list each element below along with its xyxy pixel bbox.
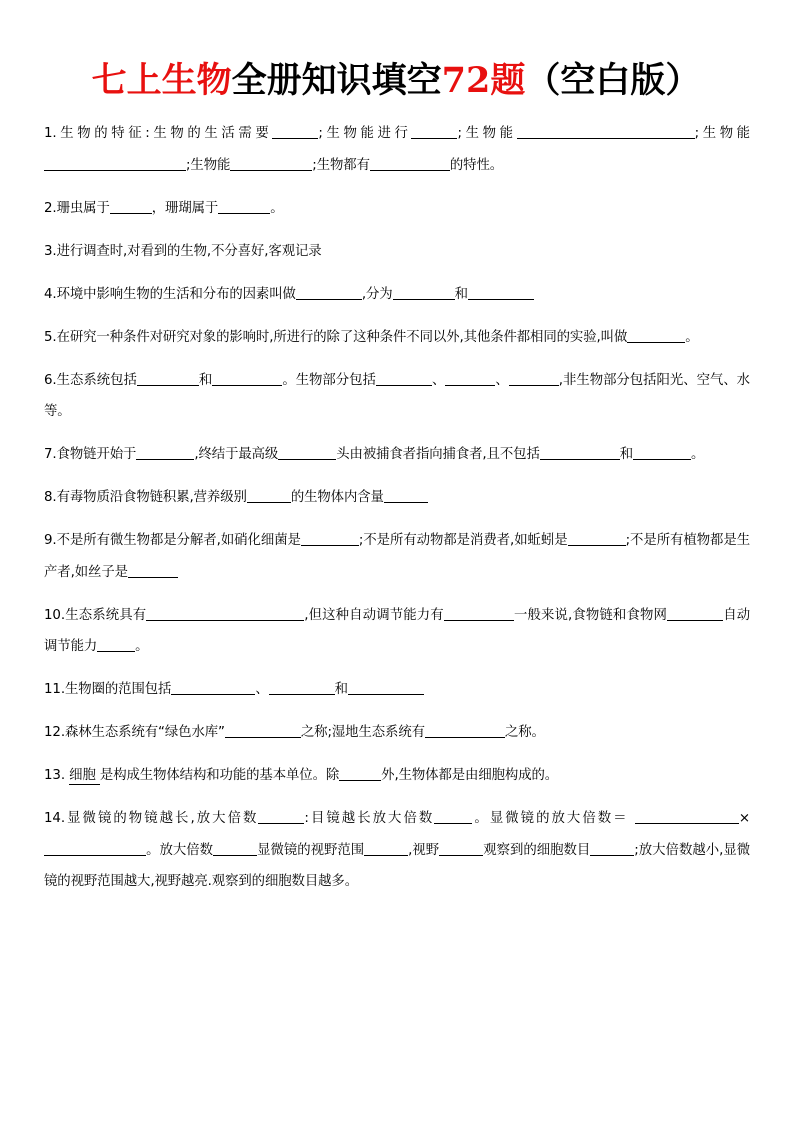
answer-blank[interactable] [393,284,455,300]
answer-blank[interactable] [540,444,620,460]
question-text: ;生物能 [694,126,750,141]
question-number: 14. [44,811,65,826]
answer-blank[interactable] [364,840,408,856]
answer-blank[interactable] [301,530,359,546]
question-text: 头由被捕食者指向捕食者,且不包括 [336,447,540,462]
question-text: 生态系统具有 [65,607,147,623]
title-part-4: （空白版） [525,60,701,101]
question-text: ;放大倍数越小,显微镜的视野范围越大,视野越亮.观察到的细胞数目越多。 [44,842,750,889]
answer-blank[interactable] [635,808,739,824]
answer-blank[interactable] [568,530,626,546]
answer-blank[interactable] [517,123,695,139]
question-text: 。显微镜的放大倍数＝ [472,811,635,826]
answer-blank[interactable] [230,155,312,171]
question-text: ,视野 [408,842,440,858]
question-text: ,非生物部分包括阳光、空气、水等。 [44,372,750,419]
answer-blank[interactable] [278,444,336,460]
question-text: 的特性。 [449,157,504,173]
answer-blank[interactable] [633,444,691,460]
question-item [44,525,750,588]
question-number: 9. [44,533,57,548]
question-number: 5. [44,329,57,345]
question-text: 在研究一种条件对研究对象的影响时,所进行的除了这种条件不同以外,其他条件都相同的实验,叫做 [56,329,628,345]
question-number: 6. [44,372,57,388]
question-text: ,分为 [361,286,393,302]
answer-blank[interactable] [468,284,534,300]
question-item [44,803,750,898]
answer-blank[interactable] [376,370,432,386]
question-text: 食物链开始于 [56,447,137,462]
answer-blank[interactable] [110,198,152,214]
answer-blank[interactable] [218,198,270,214]
question-text: 之称;湿地生态系统有 [300,725,425,740]
question-number: 3. [44,243,57,259]
question-text: 显微镜的物镜越长,放大倍数 [65,811,259,826]
question-text: ;生物能进行 [318,126,412,141]
question-item [44,717,750,749]
question-text: 和 [619,447,634,462]
question-text: ;生物能 [457,126,517,141]
answer-blank[interactable] [269,679,335,695]
answer-blank[interactable] [590,840,634,856]
question-text: 观察到的细胞数目 [483,842,591,858]
question-text: 。 [270,200,284,216]
question-text: 环境中影响生物的生活和分布的因素叫做 [56,286,296,302]
question-number: 1. [44,126,57,141]
question-number: 8. [44,490,57,505]
answer-blank[interactable] [667,605,723,621]
question-text: 进行调查时,对看到的生物,不分喜好,客观记录 [56,243,322,259]
answer-blank[interactable] [445,370,495,386]
question-text: ,终结于最高级 [194,447,279,462]
question-item [44,482,750,514]
answer-blank[interactable] [339,765,381,781]
question-text: × [738,811,750,826]
question-number: 10. [44,607,65,623]
question-list [0,104,792,898]
question-text: 和 [334,682,348,697]
page-title [0,0,792,104]
answer-blank[interactable] [272,123,318,139]
question-text: :目镜越长放大倍数 [304,811,435,826]
answer-blank[interactable] [44,840,146,856]
question-text: 一般来说,食物链和食物网 [513,607,667,623]
answer-blank[interactable] [627,327,685,343]
answer-blank[interactable] [258,808,304,824]
question-text: ，珊瑚属于 [151,200,219,216]
question-text: 有毒物质沿食物链积累,营养级别 [56,490,247,505]
answer-filled[interactable]: 细胞 [69,768,100,783]
answer-blank[interactable] [425,722,505,738]
question-text: 。 [691,447,705,462]
title-part-2: 全册知识填空 [231,60,442,101]
question-text: 。放大倍数 [146,842,213,858]
question-number: 4. [44,286,57,302]
question-text: 生态系统包括 [56,372,137,388]
question-number: 13. [44,768,65,783]
question-text: ;不是所有动物都是消费者,如蚯蚓是 [358,533,568,548]
question-text: 显微镜的视野范围 [257,842,365,858]
question-text: 之称。 [504,725,545,740]
answer-blank[interactable] [136,444,194,460]
answer-blank[interactable] [146,605,304,621]
answer-blank[interactable] [509,370,559,386]
question-item [44,279,750,311]
answer-blank[interactable] [439,840,483,856]
question-text: 不是所有微生物都是分解者,如硝化细菌是 [56,533,301,548]
answer-blank[interactable] [247,487,291,503]
answer-blank[interactable] [128,562,178,578]
question-text: 外,生物体都是由细胞构成的。 [381,768,559,783]
question-text: ,但这种自动调节能力有 [304,607,444,623]
question-text: 、 [255,682,269,697]
answer-blank[interactable] [348,679,424,695]
question-text: 和 [454,286,468,302]
answer-blank[interactable] [444,605,514,621]
question-text: 和 [198,372,213,388]
question-text: 、 [431,372,446,388]
answer-blank[interactable] [97,636,135,652]
answer-blank[interactable] [384,487,428,503]
question-item [44,236,750,268]
answer-blank[interactable] [171,679,255,695]
question-item [44,674,750,706]
answer-blank[interactable] [212,370,282,386]
question-text: 的生物体内含量 [290,490,384,505]
question-item [44,365,750,428]
question-text: 、 [495,372,509,388]
answer-blank[interactable] [370,155,450,171]
answer-blank[interactable] [434,808,472,824]
title-part-1: 七上生物 [91,60,232,101]
question-text: 。 [685,329,699,345]
question-text: 自动调节能力 [44,607,750,654]
question-text: ;生物都有 [312,157,370,173]
question-text: 珊虫属于 [56,200,110,216]
answer-blank[interactable] [411,123,457,139]
question-item [44,118,750,181]
answer-blank[interactable] [296,284,362,300]
question-text: ;不是所有植物都是生产者,如丝子是 [44,533,751,580]
question-item [44,760,750,792]
question-number: 2. [44,200,57,216]
question-text: 生物圈的范围包括 [65,682,172,697]
question-text: ;生物能 [186,157,231,173]
question-text: 是构成生物体结构和功能的基本单位。除 [99,768,340,783]
answer-blank[interactable] [225,722,301,738]
question-item [44,322,750,354]
answer-blank[interactable] [213,840,257,856]
question-item [44,193,750,225]
question-item [44,600,750,663]
answer-blank[interactable] [44,155,186,171]
question-text: 。 [135,639,149,654]
question-text: 森林生态系统有“绿色水库” [65,725,225,740]
answer-blank[interactable] [137,370,199,386]
question-text: 。生物部分包括 [282,372,376,388]
question-text: 生物的特征:生物的生活需要 [56,126,273,141]
question-item [44,439,750,471]
question-number: 11. [44,682,65,697]
question-number: 7. [44,447,57,462]
question-number: 12. [44,725,65,740]
title-part-3: 72题 [441,60,526,101]
